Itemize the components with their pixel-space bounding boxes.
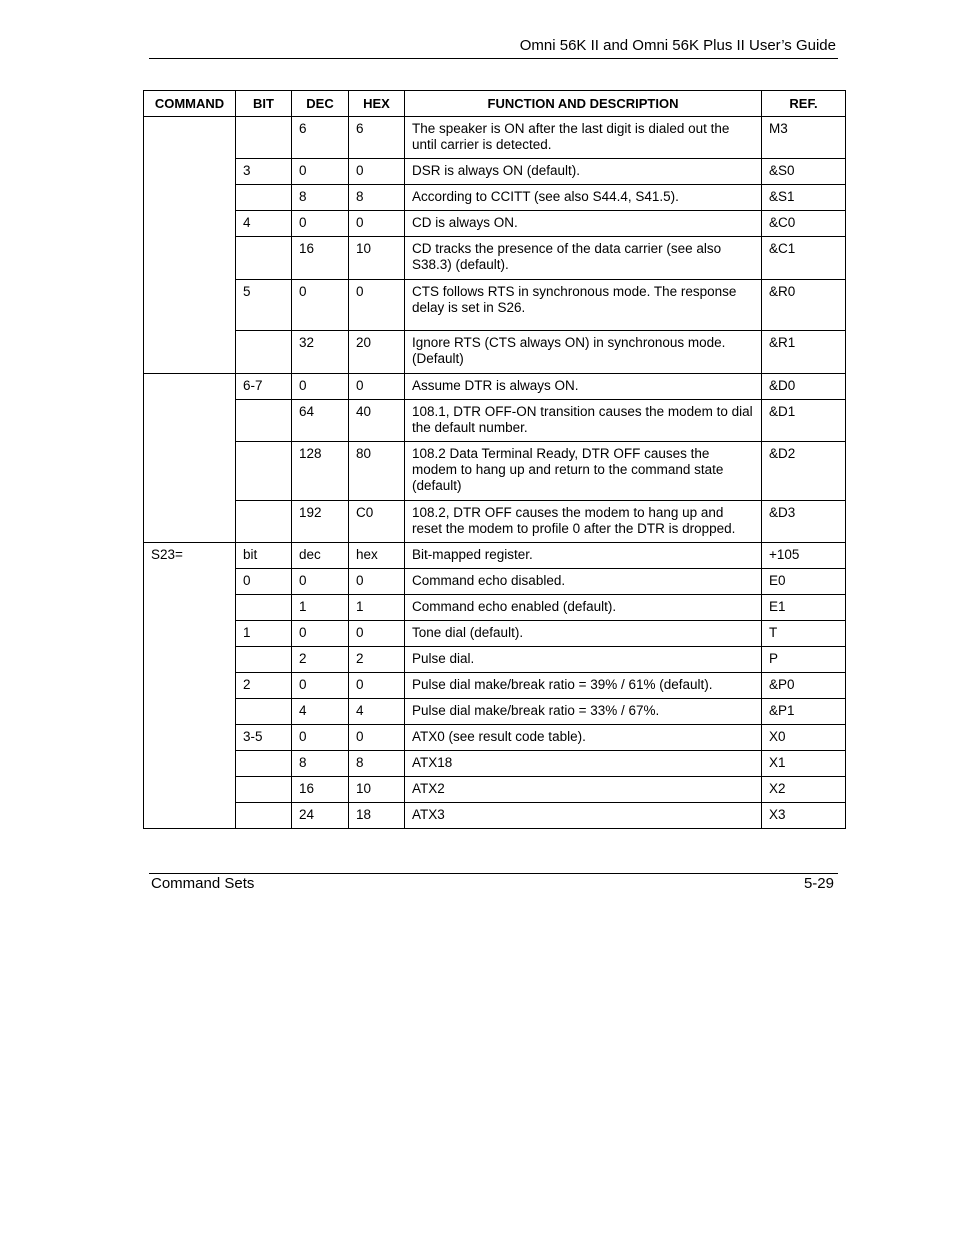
ref-cell: &C1 [762,237,846,280]
hex-cell: 8 [349,751,405,777]
dec-cell: dec [292,543,349,569]
ref-cell: &D3 [762,501,846,543]
bit-cell [236,400,292,442]
description-cell: DSR is always ON (default). [405,159,762,185]
table-row [144,725,846,751]
table-row [144,211,846,237]
ref-cell: X2 [762,777,846,803]
hex-cell: 80 [349,442,405,501]
hex-cell: 20 [349,331,405,374]
description-cell: Pulse dial. [405,647,762,673]
bit-cell [236,442,292,501]
dec-cell: 0 [292,280,349,331]
ref-cell: &D0 [762,374,846,400]
bit-cell [236,595,292,621]
description-cell: ATX0 (see result code table). [405,725,762,751]
ref-cell: P [762,647,846,673]
bit-cell [236,237,292,280]
dec-cell: 16 [292,777,349,803]
ref-cell: &P1 [762,699,846,725]
ref-cell: &D2 [762,442,846,501]
hex-cell: hex [349,543,405,569]
table-row [144,374,846,400]
dec-cell: 0 [292,725,349,751]
table-row [144,569,846,595]
bit-cell [236,751,292,777]
ref-cell: E1 [762,595,846,621]
description-cell: According to CCITT (see also S44.4, S41.5). [405,185,762,211]
description-cell: CTS follows RTS in synchronous mode. The response delay is set in S26. [405,280,762,331]
ref-cell: &S1 [762,185,846,211]
hex-cell: 0 [349,211,405,237]
description-cell: Pulse dial make/break ratio = 33% / 67%. [405,699,762,725]
dec-cell: 0 [292,673,349,699]
bit-cell [236,501,292,543]
description-cell: Ignore RTS (CTS always ON) in synchronous mode. (Default) [405,331,762,374]
description-cell: Tone dial (default). [405,621,762,647]
ref-cell: E0 [762,569,846,595]
description-cell: ATX18 [405,751,762,777]
table-row [144,185,846,211]
dec-cell: 32 [292,331,349,374]
bit-cell [236,777,292,803]
dec-cell: 0 [292,211,349,237]
description-cell: 108.1, DTR OFF-ON transition causes the modem to dial the default number. [405,400,762,442]
ref-cell: &P0 [762,673,846,699]
description-cell: 108.2, DTR OFF causes the modem to hang up and reset the modem to profile 0 after the DTR is dropped. [405,501,762,543]
ref-cell: T [762,621,846,647]
table-row [144,543,846,569]
dec-cell: 6 [292,117,349,159]
bit-cell: 1 [236,621,292,647]
hex-cell: 8 [349,185,405,211]
table-row [144,621,846,647]
hex-cell: 10 [349,237,405,280]
bit-cell [236,699,292,725]
table-row [144,673,846,699]
ref-cell: &S0 [762,159,846,185]
column-header-dec: DEC [292,91,349,117]
table-row [144,777,846,803]
table-row [144,699,846,725]
description-cell: CD tracks the presence of the data carrier (see also S38.3) (default). [405,237,762,280]
dec-cell: 8 [292,751,349,777]
bit-cell: 3-5 [236,725,292,751]
bit-cell [236,803,292,829]
description-cell: Command echo disabled. [405,569,762,595]
description-cell: Command echo enabled (default). [405,595,762,621]
ref-cell: &R1 [762,331,846,374]
bit-cell [236,185,292,211]
command-cell [144,117,236,374]
dec-cell: 8 [292,185,349,211]
bit-cell: bit [236,543,292,569]
dec-cell: 64 [292,400,349,442]
ref-cell: X3 [762,803,846,829]
table-row [144,280,846,331]
command-cell [144,374,236,543]
hex-cell: 40 [349,400,405,442]
footer-divider [149,873,838,874]
dec-cell: 2 [292,647,349,673]
bit-cell: 5 [236,280,292,331]
table-row [144,501,846,543]
description-cell: Assume DTR is always ON. [405,374,762,400]
dec-cell: 4 [292,699,349,725]
hex-cell: 0 [349,374,405,400]
hex-cell: 10 [349,777,405,803]
description-cell: ATX3 [405,803,762,829]
footer-section-title: Command Sets [151,875,255,892]
ref-cell: M3 [762,117,846,159]
bit-cell [236,647,292,673]
page-number: 5-29 [803,875,834,892]
description-cell: The speaker is ON after the last digit is dialed out the until carrier is detected. [405,117,762,159]
dec-cell: 0 [292,374,349,400]
command-cell: S23= [144,543,236,829]
hex-cell: 0 [349,569,405,595]
dec-cell: 128 [292,442,349,501]
dec-cell: 0 [292,569,349,595]
column-header-bit: BIT [236,91,292,117]
bit-cell: 3 [236,159,292,185]
column-header-description: FUNCTION AND DESCRIPTION [405,91,762,117]
description-cell: Pulse dial make/break ratio = 39% / 61% (default). [405,673,762,699]
description-cell: CD is always ON. [405,211,762,237]
bit-cell: 0 [236,569,292,595]
description-cell: Bit-mapped register. [405,543,762,569]
table-row [144,442,846,501]
description-cell: ATX2 [405,777,762,803]
hex-cell: 0 [349,159,405,185]
bit-cell [236,117,292,159]
table-row [144,237,846,280]
hex-cell: 0 [349,725,405,751]
table-row [144,595,846,621]
hex-cell: C0 [349,501,405,543]
hex-cell: 6 [349,117,405,159]
hex-cell: 4 [349,699,405,725]
dec-cell: 24 [292,803,349,829]
bit-cell [236,331,292,374]
hex-cell: 0 [349,280,405,331]
column-header-command: COMMAND [144,91,236,117]
column-header-hex: HEX [349,91,405,117]
hex-cell: 2 [349,647,405,673]
table-row [144,117,846,159]
bit-cell: 2 [236,673,292,699]
description-cell: 108.2 Data Terminal Ready, DTR OFF causes the modem to hang up and return to the command state (default) [405,442,762,501]
table-row [144,647,846,673]
page-header-title: Omni 56K II and Omni 56K Plus II User’s Guide [519,37,836,54]
hex-cell: 0 [349,621,405,647]
hex-cell: 1 [349,595,405,621]
table-row [144,331,846,374]
bit-cell: 6-7 [236,374,292,400]
dec-cell: 16 [292,237,349,280]
table-header-row [144,91,846,117]
header-divider [149,58,838,59]
table-row [144,400,846,442]
table-row [144,751,846,777]
ref-cell: X1 [762,751,846,777]
dec-cell: 0 [292,621,349,647]
table-row [144,159,846,185]
dec-cell: 192 [292,501,349,543]
dec-cell: 0 [292,159,349,185]
table-row [144,803,846,829]
ref-cell: &R0 [762,280,846,331]
hex-cell: 18 [349,803,405,829]
ref-cell: +105 [762,543,846,569]
ref-cell: &D1 [762,400,846,442]
column-header-ref: REF. [762,91,846,117]
command-table [143,90,846,829]
hex-cell: 0 [349,673,405,699]
ref-cell: &C0 [762,211,846,237]
ref-cell: X0 [762,725,846,751]
dec-cell: 1 [292,595,349,621]
bit-cell: 4 [236,211,292,237]
